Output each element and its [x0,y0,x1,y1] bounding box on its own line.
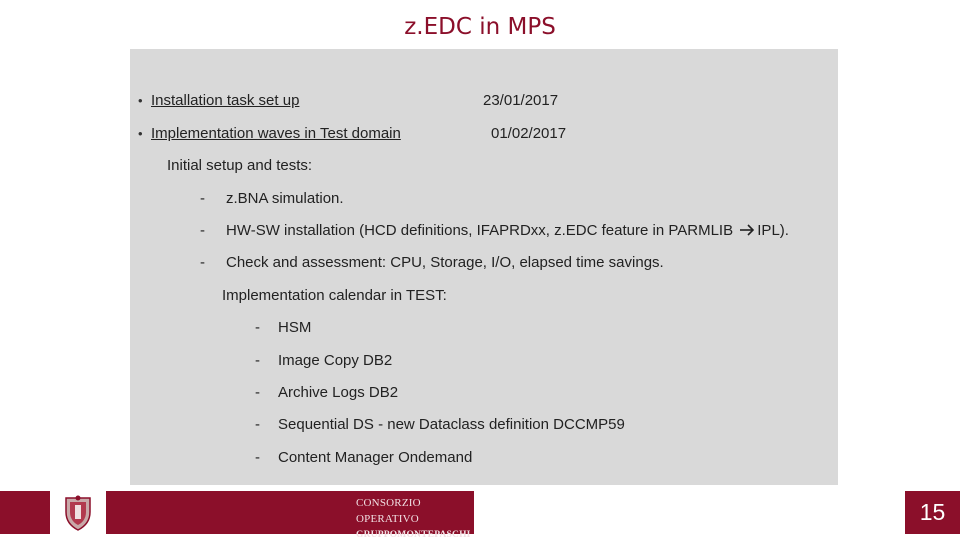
right-arrow-icon [739,223,755,241]
dash-marker: - [255,449,260,466]
footer-block-left [0,491,50,534]
brand-logo [356,495,470,543]
waves-date: 01/02/2017 [491,125,567,142]
task-date: 23/01/2017 [483,92,559,109]
brand-line-2: GRUPPOMONTEPASCHI [356,530,471,540]
dash-marker: - [255,384,260,401]
list-item [255,416,625,433]
brand-line-1: CONSORZIO OPERATIVO [356,497,421,525]
dash-marker: - [255,319,260,336]
bullet-glyph: • [138,126,143,141]
list-item-text: Image Copy DB2 [278,352,393,369]
list-item-text: z.BNA simulation. [226,190,344,207]
list-item-text: Archive Logs DB2 [278,384,399,401]
list-item [255,384,398,401]
dash-marker: - [255,352,260,369]
list-item [255,319,311,336]
crest-icon [56,491,100,534]
list-item [200,254,664,271]
bullet-glyph: • [138,93,143,108]
list-item-text: Sequential DS - new Dataclass definition DCCMP59 [278,416,625,433]
list-item-text: Content Manager Ondemand [278,449,473,466]
ipl-text: IPL). [757,222,789,239]
list-item [255,449,472,466]
slide-title: z.EDC in MPS [404,14,556,40]
list-item-text: HW-SW installation (HCD definitions, IFAPRDxx, z.EDC feature in PARMLIB [226,222,734,239]
task-label: Installation task set up [151,92,300,109]
page-number: 15 [905,491,960,534]
calendar-heading: Implementation calendar in TEST: [222,287,447,304]
waves-label: Implementation waves in Test domain [151,125,401,142]
dash-marker: - [255,416,260,433]
list-item-text: HSM [278,319,312,336]
dash-marker: - [200,190,205,207]
footer-brand-band [106,491,474,540]
initial-heading: Initial setup and tests: [167,157,313,174]
dash-marker: - [200,254,205,271]
dash-marker: - [200,222,205,239]
list-item [200,222,789,241]
list-item-text: Check and assessment: CPU, Storage, I/O, elapsed time savings. [226,254,664,271]
list-item [200,190,344,207]
list-item [255,352,392,369]
